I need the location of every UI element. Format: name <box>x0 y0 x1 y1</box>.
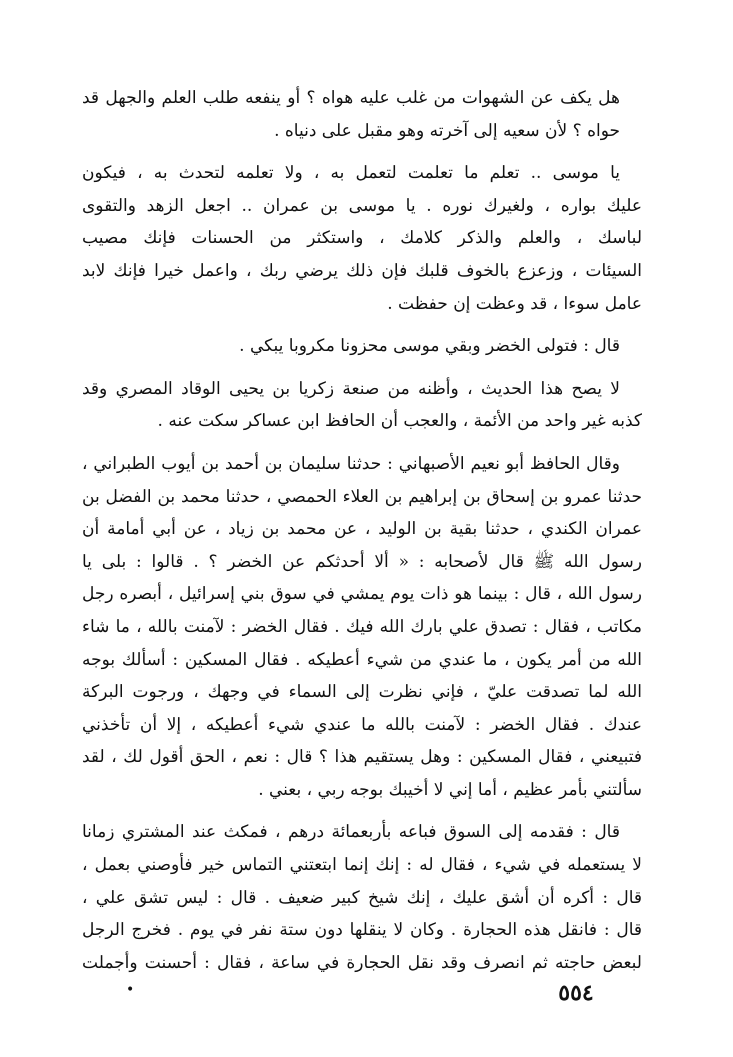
paragraph-5 <box>82 448 642 807</box>
text-line: فتبيعني ، فقال المسكين : وهل يستقيم هذا ؟ قال : نعم ، الحق أقول لك ، لقد <box>82 747 642 768</box>
text-line: قال : فانقل هذه الحجارة . وكان لا ينقلها دون ستة نفر في يوم . فخرج الرجل <box>82 920 642 941</box>
page-body <box>82 82 642 979</box>
paragraph-2 <box>82 157 642 320</box>
text-line: الله لما تصدقت عليّ ، فإني نظرت إلى السماء في وجهك ، ورجوت البركة <box>82 682 642 703</box>
text-line: رسول الله ﷺ قال لأصحابه : « ألا أحدثكم عن الخضر ؟ . قالوا : بلى يا <box>82 551 642 572</box>
text-line: حواه ؟ لأن سعيه إلى آخرته وهو مقبل على دنياه . <box>274 120 620 141</box>
text-line: قال : أكره أن أشق عليك ، إنك شيخ كبير ضعيف . قال : ليس تشق علي ، <box>82 887 642 908</box>
text-line: قال : فتولى الخضر وبقي موسى محزونا مكروبا يبكي . <box>239 336 620 357</box>
text-line: لا يصح هذا الحديث ، وأظنه من صنعة زكريا بن يحيى الوقاد المصري وقد <box>82 378 620 399</box>
paragraph-1 <box>82 82 642 147</box>
text-line: عمران الكندي ، حدثنا بقية بن الوليد ، عن محمد بن زياد ، عن أبي أمامة أن <box>82 519 642 540</box>
text-line: عليك بواره ، ولغيرك نوره . يا موسى بن عمران .. اجعل الزهد والتقوى <box>82 195 642 216</box>
text-line: لباسك ، والعلم والذكر كلامك ، واستكثر من الحسنات فإنك مصيب <box>82 228 642 249</box>
text-line: السيئات ، وزعزع بالخوف قلبك فإن ذلك يرضي ربك ، واعمل خيرا فإنك لابد <box>82 260 642 281</box>
text-line: سألتني بأمر عظيم ، أما إني لا أخيبك بوجه ربي ، بعني . <box>258 779 642 800</box>
text-line: عندك . فقال الخضر : لآمنت بالله ما عندي شيء أعطيكه ، إلا أن تأخذني <box>82 714 642 735</box>
text-line: لبعض حاجته ثم انصرف وقد نقل الحجارة في ساعة ، فقال : أحسنت وأجملت <box>82 952 642 973</box>
text-line: لا يستعمله في شيء ، فقال له : إنك إنما ابتعتني التماس خير فأوصني بعمل ، <box>82 855 642 876</box>
footer-mark: • <box>126 982 135 998</box>
text-line: كذبه غير واحد من الأئمة ، والعجب أن الحافظ ابن عساكر سكت عنه . <box>157 411 642 432</box>
text-line: قال : فقدمه إلى السوق فباعه بأربعمائة درهم ، فمكث عند المشتري زمانا <box>82 822 620 843</box>
text-line: حدثنا عمرو بن إسحاق بن إبراهيم بن العلاء الحمصي ، حدثنا محمد بن الفضل بن <box>82 486 642 507</box>
paragraph-4 <box>82 373 642 438</box>
text-line: رسول الله ، قال : بينما هو ذات يوم يمشي في سوق بني إسرائيل ، أبصره رجل <box>82 584 642 605</box>
paragraph-6 <box>82 816 642 979</box>
text-line: يا موسى .. تعلم ما تعلمت لتعمل به ، ولا تعلمه لتحدث به ، فيكون <box>82 163 620 184</box>
text-line: هل يكف عن الشهوات من غلب عليه هواه ؟ أو ينفعه طلب العلم والجهل قد <box>82 88 620 108</box>
text-line: عامل سوءا ، قد وعظت إن حفظت . <box>387 293 642 314</box>
text-line: الله من أمر يكون ، ما عندي من شيء أعطيكه . فقال المسكين : أسألك بوجه <box>82 649 642 670</box>
paragraph-3 <box>82 330 642 363</box>
text-line: مكاتب ، فقال : تصدق علي بارك الله فيك . فقال الخضر : لآمنت بالله ، ما شاء <box>82 616 642 637</box>
text-line: وقال الحافظ أبو نعيم الأصبهاني : حدثنا سليمان بن أحمد بن أيوب الطبراني ، <box>82 453 620 474</box>
page-number: ٥٥٤ <box>558 980 594 1006</box>
